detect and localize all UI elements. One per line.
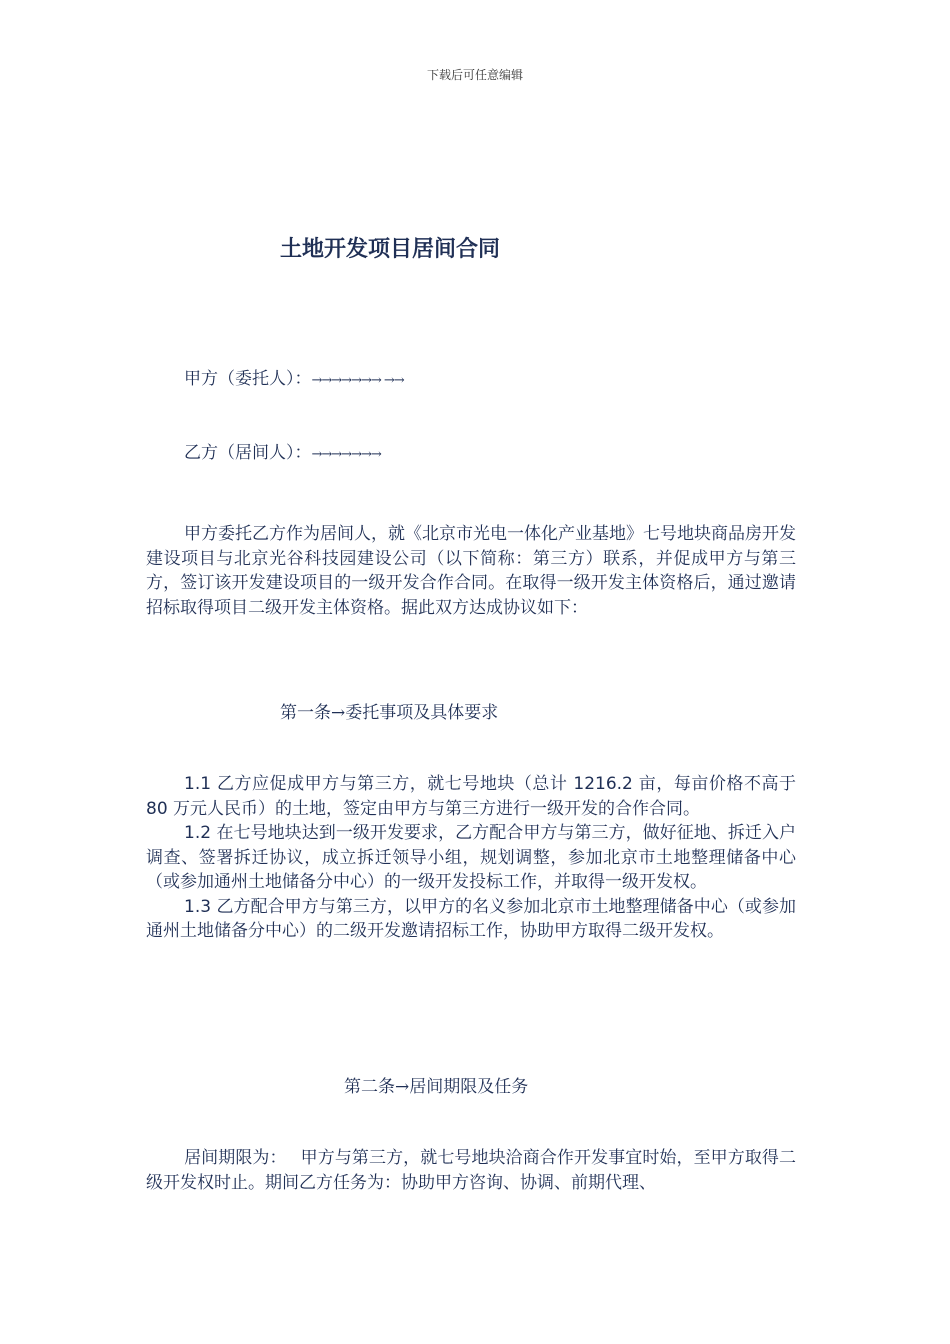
- article-2-paragraph: [146, 1146, 796, 1195]
- clause-text: 万元人民币）的土地，签定由甲方与第三方进行一级开发的合作合同。: [167, 798, 701, 819]
- clause-text: 在七号地块达到一级开发要求，乙方配合甲方与第三方，做好征地、拆迁入户调查、签署拆迁协议，成立拆迁领导小组，规划调整，参加北京市土地整理储备中心（或参加通州土地储备分中心）的一级开发投标工作，并取得一级开发权。: [146, 823, 796, 892]
- party-a-label: 甲方（委托人）：: [184, 369, 312, 389]
- clause-number: 1.3: [184, 896, 212, 917]
- party-b-label: 乙方（居间人）：: [184, 443, 312, 463]
- clause-text: 亩，每亩价格不高于: [632, 774, 796, 794]
- party-a-blank: →→→→→→→ →→: [311, 373, 404, 388]
- article-1-clauses: [146, 772, 796, 944]
- clause-figure: 1216.2: [573, 774, 633, 794]
- article-1-heading: 第一条→委托事项及具体要求: [280, 703, 499, 723]
- clause-figure: 80: [146, 798, 168, 819]
- clause-text: 乙方配合甲方与第三方，以甲方的名义参加北京市土地整理储备中心（或参加通州土地储备分中心）的二级开发邀请招标工作，协助甲方取得二级开发权。: [146, 896, 796, 941]
- clause-number: 1.2: [184, 823, 212, 843]
- party-b-line: [184, 438, 381, 463]
- clause-1-3: [146, 895, 796, 944]
- clause-1-1: [146, 772, 796, 821]
- intro-paragraph: [146, 522, 796, 620]
- party-b-blank: →→→→→→→: [311, 447, 381, 462]
- clause-1-2: [146, 821, 796, 895]
- intro-text: 甲方委托乙方作为居间人，就《北京市光电一体化产业基地》七号地块商品房开发建设项目与北京光谷科技园建设公司（以下简称：第三方）联系，并促成甲方与第三方，签订该开发建设项目的一级开发合作合同。在取得一级开发主体资格后，通过邀请招标取得项目二级开发主体资格。据此双方达成协议如下：: [146, 524, 796, 618]
- clause-text: 乙方应促成甲方与第三方，就七号地块（总计: [211, 774, 574, 794]
- party-a-line: [184, 364, 404, 389]
- article-2-heading: 第二条→居间期限及任务: [344, 1077, 529, 1097]
- page-header-note: 下载后可任意编辑: [426, 68, 523, 82]
- document-title: 土地开发项目居间合同: [280, 236, 501, 262]
- clause-number: 1.1: [184, 774, 212, 794]
- article-2-text: 居间期限为： 甲方与第三方，就七号地块洽商合作开发事宜时始，至甲方取得二级开发权时止。期间乙方任务为：协助甲方咨询、协调、前期代理、: [146, 1148, 796, 1193]
